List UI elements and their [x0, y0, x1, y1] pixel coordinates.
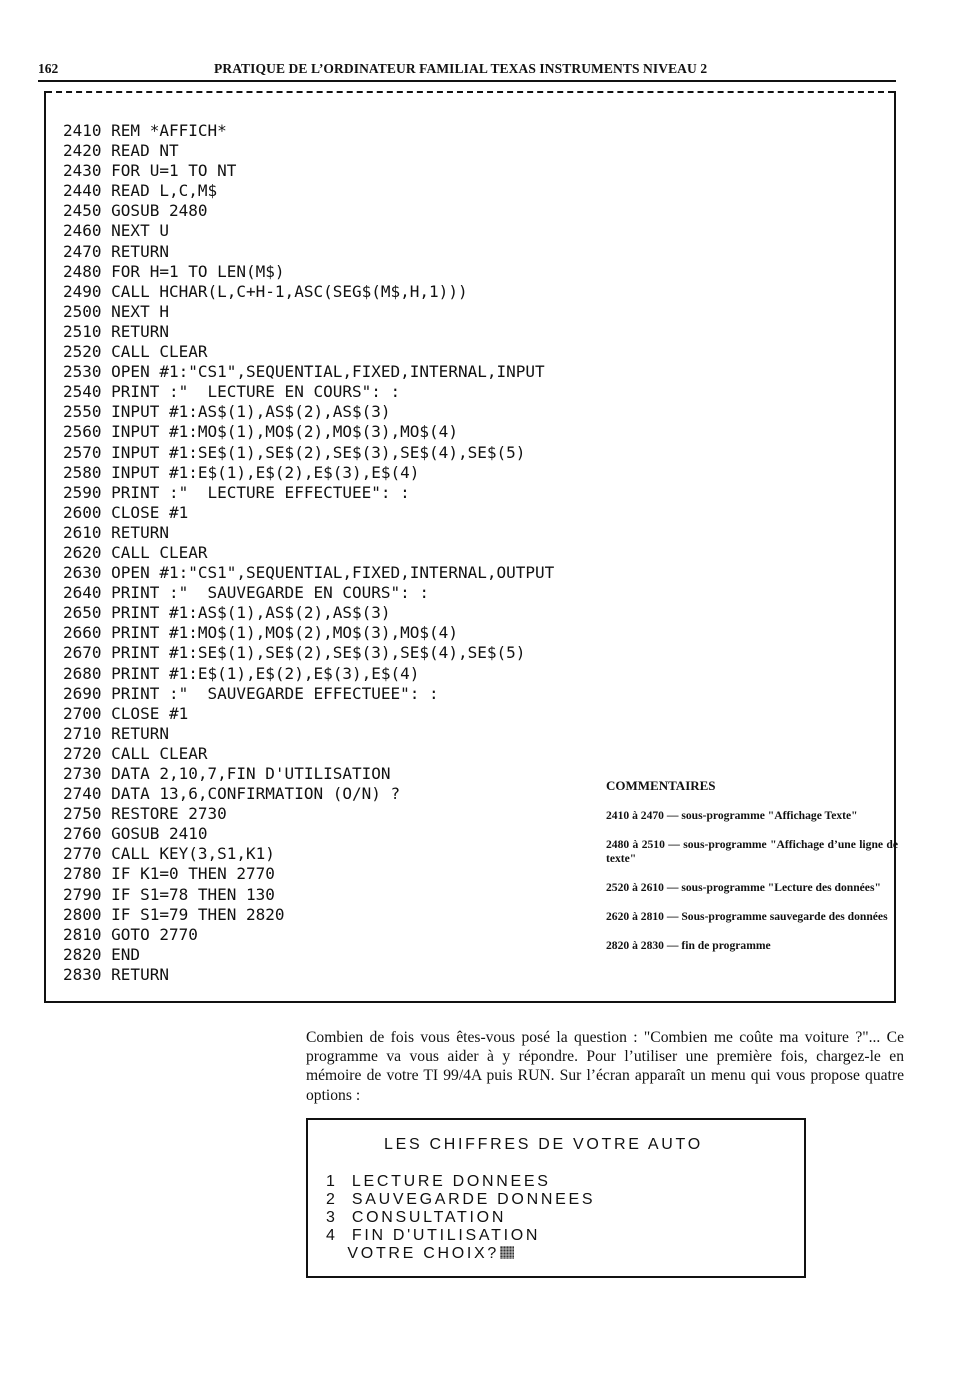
menu-option-consultation: 3 CONSULTATION [326, 1209, 507, 1226]
code-line-2420: 2420 READ NT [63, 141, 179, 161]
menu-option-sauvegarde: 2 SAUVEGARDE DONNEES [326, 1191, 596, 1208]
code-line-2760: 2760 GOSUB 2410 [63, 824, 208, 844]
cursor-block-icon [500, 1246, 514, 1259]
menu-prompt-line [326, 1245, 595, 1263]
code-line-2410: 2410 REM *AFFICH* [63, 121, 227, 140]
code-line-2800: 2800 IF S1=79 THEN 2820 [63, 904, 285, 924]
code-line-2730: 2730 DATA 2,10,7,FIN D'UTILISATION [63, 764, 391, 783]
menu-options [326, 1173, 595, 1263]
comment-item: 2410 à 2470 — sous-programme "Affichage Texte" [606, 809, 858, 822]
comments-panel [606, 779, 898, 968]
page-number: 162 [38, 61, 59, 76]
code-line-2470: 2470 RETURN [63, 241, 169, 261]
code-line-2530: 2530 OPEN #1:"CS1",SEQUENTIAL,FIXED,INTERNAL,INPUT [63, 362, 545, 382]
code-line-2670: 2670 PRINT #1:SE$(1),SE$(2),SE$(3),SE$(4),SE$(5) [63, 643, 526, 663]
menu-title: LES CHIFFRES DE VOTRE AUTO [384, 1136, 703, 1153]
code-line-2590: 2590 PRINT :" LECTURE EFFECTUEE": : [63, 482, 410, 502]
code-line-2780: 2780 IF K1=0 THEN 2770 [63, 864, 275, 884]
code-line-2490: 2490 CALL HCHAR(L,C+H-1,ASC(SEG$(M$,H,1))) [63, 281, 468, 301]
menu-option-fin: 4 FIN D'UTILISATION [326, 1227, 541, 1244]
menu-prompt: VOTRE CHOIX? [326, 1245, 499, 1262]
code-line-2500: 2500 NEXT H [63, 301, 169, 321]
menu-option-lecture: 1 LECTURE DONNEES [326, 1173, 551, 1190]
code-line-2750: 2750 RESTORE 2730 [63, 804, 227, 824]
menu-screen [306, 1118, 806, 1278]
running-title: PRATIQUE DE L’ORDINATEUR FAMILIAL TEXAS INSTRUMENTS NIVEAU 2 [214, 61, 708, 76]
code-line-2610: 2610 RETURN [63, 522, 169, 542]
code-line-2460: 2460 NEXT U [63, 221, 169, 241]
code-line-2600: 2600 CLOSE #1 [63, 502, 189, 522]
code-line-2790: 2790 IF S1=78 THEN 130 [63, 884, 275, 904]
code-line-2820: 2820 END [63, 944, 141, 964]
code-line-2620: 2620 CALL CLEAR [63, 542, 208, 562]
code-line-2770: 2770 CALL KEY(3,S1,K1) [63, 844, 275, 864]
code-line-2660: 2660 PRINT #1:MO$(1),MO$(2),MO$(3),MO$(4) [63, 623, 458, 643]
code-line-2450: 2450 GOSUB 2480 [63, 201, 208, 221]
header-rule [38, 80, 896, 82]
intro-paragraph: Combien de fois vous êtes-vous posé la question : "Combien me coûte ma voiture ?"... Ce programme va vous aider à y répondre. Pour l’utiliser une première fois, chargez-le en mémoire de votre TI 99/4A puis RUN. Sur l’écran apparaît un menu qui vous propose quatre options : [306, 1029, 904, 1104]
code-line-2480: 2480 FOR H=1 TO LEN(M$) [63, 261, 285, 281]
code-line-2430: 2430 FOR U=1 TO NT [63, 161, 237, 181]
code-line-2630: 2630 OPEN #1:"CS1",SEQUENTIAL,FIXED,INTERNAL,OUTPUT [63, 563, 555, 583]
program-listing-box [44, 91, 896, 1003]
comment-item: 2820 à 2830 — fin de programme [606, 939, 771, 952]
comment-item: 2520 à 2610 — sous-programme "Lecture des données" [606, 881, 881, 894]
code-line-2640: 2640 PRINT :" SAUVEGARDE EN COURS": : [63, 583, 430, 603]
code-line-2740: 2740 DATA 13,6,CONFIRMATION (O/N) ? [63, 784, 401, 804]
comment-item: 2620 à 2810 — Sous-programme sauvegarde des données [606, 910, 888, 923]
code-line-2560: 2560 INPUT #1:MO$(1),MO$(2),MO$(3),MO$(4) [63, 422, 458, 442]
code-line-2720: 2720 CALL CLEAR [63, 743, 208, 763]
code-line-2570: 2570 INPUT #1:SE$(1),SE$(2),SE$(3),SE$(4),SE$(5) [63, 442, 526, 462]
program-listing [63, 121, 554, 985]
comment-item: 2480 à 2510 — sous-programme "Affichage d’une ligne de texte" [606, 838, 898, 865]
code-line-2810: 2810 GOTO 2770 [63, 924, 198, 944]
code-line-2680: 2680 PRINT #1:E$(1),E$(2),E$(3),E$(4) [63, 663, 420, 683]
code-line-2650: 2650 PRINT #1:AS$(1),AS$(2),AS$(3) [63, 603, 391, 623]
code-line-2700: 2700 CLOSE #1 [63, 703, 189, 723]
code-line-2540: 2540 PRINT :" LECTURE EN COURS": : [63, 382, 401, 402]
code-line-2580: 2580 INPUT #1:E$(1),E$(2),E$(3),E$(4) [63, 462, 420, 482]
code-line-2690: 2690 PRINT :" SAUVEGARDE EFFECTUEE": : [63, 683, 439, 703]
code-line-2520: 2520 CALL CLEAR [63, 342, 208, 362]
dashed-top-border [46, 91, 894, 93]
comments-title: COMMENTAIRES [606, 778, 716, 793]
code-line-2830: 2830 RETURN [63, 964, 169, 984]
code-line-2550: 2550 INPUT #1:AS$(1),AS$(2),AS$(3) [63, 402, 391, 422]
code-line-2440: 2440 READ L,C,M$ [63, 181, 218, 201]
code-line-2510: 2510 RETURN [63, 321, 169, 341]
code-line-2710: 2710 RETURN [63, 723, 169, 743]
page-header [38, 58, 896, 80]
